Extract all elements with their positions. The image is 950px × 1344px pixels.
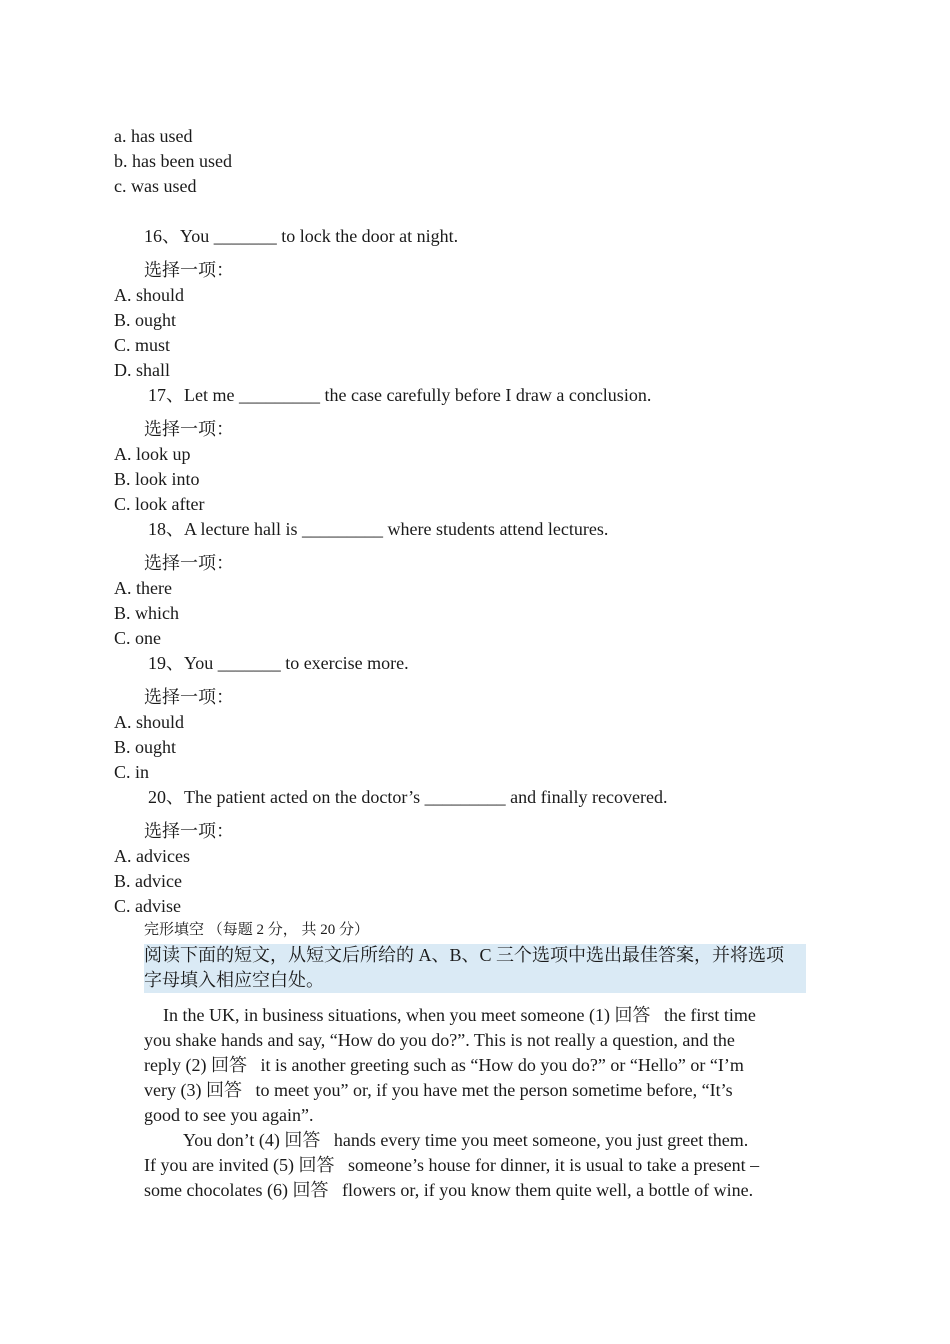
p1-line-4: very (3) 回答 to meet you” or, if you have met the person sometime before, “It’s (144, 1078, 733, 1103)
answer-field-6[interactable]: 回答 (292, 1180, 329, 1200)
q19-option-c[interactable]: C. in (114, 762, 150, 782)
q17-option-a[interactable]: A. look up (114, 444, 191, 464)
q18-option-a[interactable]: A. there (114, 578, 172, 598)
q16-prompt: 选择一项： (144, 260, 234, 280)
cloze-section-title: 完形填空 （每题 2 分， 共 20 分） (144, 922, 370, 938)
q17-option-b[interactable]: B. look into (114, 469, 200, 489)
q16-option-c[interactable]: C. must (114, 335, 171, 355)
q16-option-a[interactable]: A. should (114, 285, 185, 305)
p1-line-2: you shake hands and say, “How do you do?”. This is not really a question, and the (144, 1030, 735, 1050)
q18-question: 18、A lecture hall is _________ where students attend lectures. (148, 519, 609, 539)
q20-option-c[interactable]: C. advise (114, 896, 181, 916)
p2-line-1: You don’t (4) 回答 hands every time you meet someone, you just greet them. (183, 1128, 748, 1153)
p2-line-2: If you are invited (5) 回答 someone’s house for dinner, it is usual to take a present – (144, 1153, 759, 1178)
q17-prompt: 选择一项： (144, 419, 234, 439)
q19-option-a[interactable]: A. should (114, 712, 185, 732)
answer-field-2[interactable]: 回答 (210, 1055, 247, 1075)
q16-option-d[interactable]: D. shall (114, 360, 170, 380)
q18-option-c[interactable]: C. one (114, 628, 161, 648)
q16-option-b[interactable]: B. ought (114, 310, 177, 330)
q15-option-b[interactable]: b. has been used (114, 151, 232, 171)
p2-line-3: some chocolates (6) 回答 flowers or, if you know them quite well, a bottle of wine. (144, 1178, 753, 1203)
p1-line-5: good to see you again”. (144, 1105, 314, 1125)
answer-field-5[interactable]: 回答 (298, 1155, 335, 1175)
q20-question: 20、The patient acted on the doctor’s _________ and finally recovered. (148, 787, 668, 807)
q16-question: 16、You _______ to lock the door at night. (144, 226, 459, 246)
q19-question: 19、You _______ to exercise more. (148, 653, 409, 673)
p1-line-3: reply (2) 回答 it is another greeting such as “How do you do?” or “Hello” or “I’m (144, 1053, 744, 1078)
answer-field-3[interactable]: 回答 (205, 1080, 242, 1100)
q18-prompt: 选择一项： (144, 553, 234, 573)
q19-prompt: 选择一项： (144, 687, 234, 707)
p1-line-1: In the UK, in business situations, when you meet someone (1) 回答 the first time (163, 1003, 756, 1028)
q17-option-c[interactable]: C. look after (114, 494, 205, 514)
q18-option-b[interactable]: B. which (114, 603, 179, 623)
q20-option-a[interactable]: A. advices (114, 846, 190, 866)
instruction-line-2: 字母填入相应空白处。 (144, 970, 324, 990)
q15-option-c[interactable]: c. was used (114, 176, 197, 196)
answer-field-4[interactable]: 回答 (284, 1130, 321, 1150)
q20-prompt: 选择一项： (144, 821, 234, 841)
answer-field-1[interactable]: 回答 (614, 1005, 651, 1025)
q20-option-b[interactable]: B. advice (114, 871, 182, 891)
instruction-line-1: 阅读下面的短文，从短文后所给的 A、B、C 三个选项中选出最佳答案，并将选项 (144, 945, 785, 965)
q17-question: 17、Let me _________ the case carefully before I draw a conclusion. (148, 385, 652, 405)
q19-option-b[interactable]: B. ought (114, 737, 177, 757)
q15-option-a[interactable]: a. has used (114, 126, 193, 146)
